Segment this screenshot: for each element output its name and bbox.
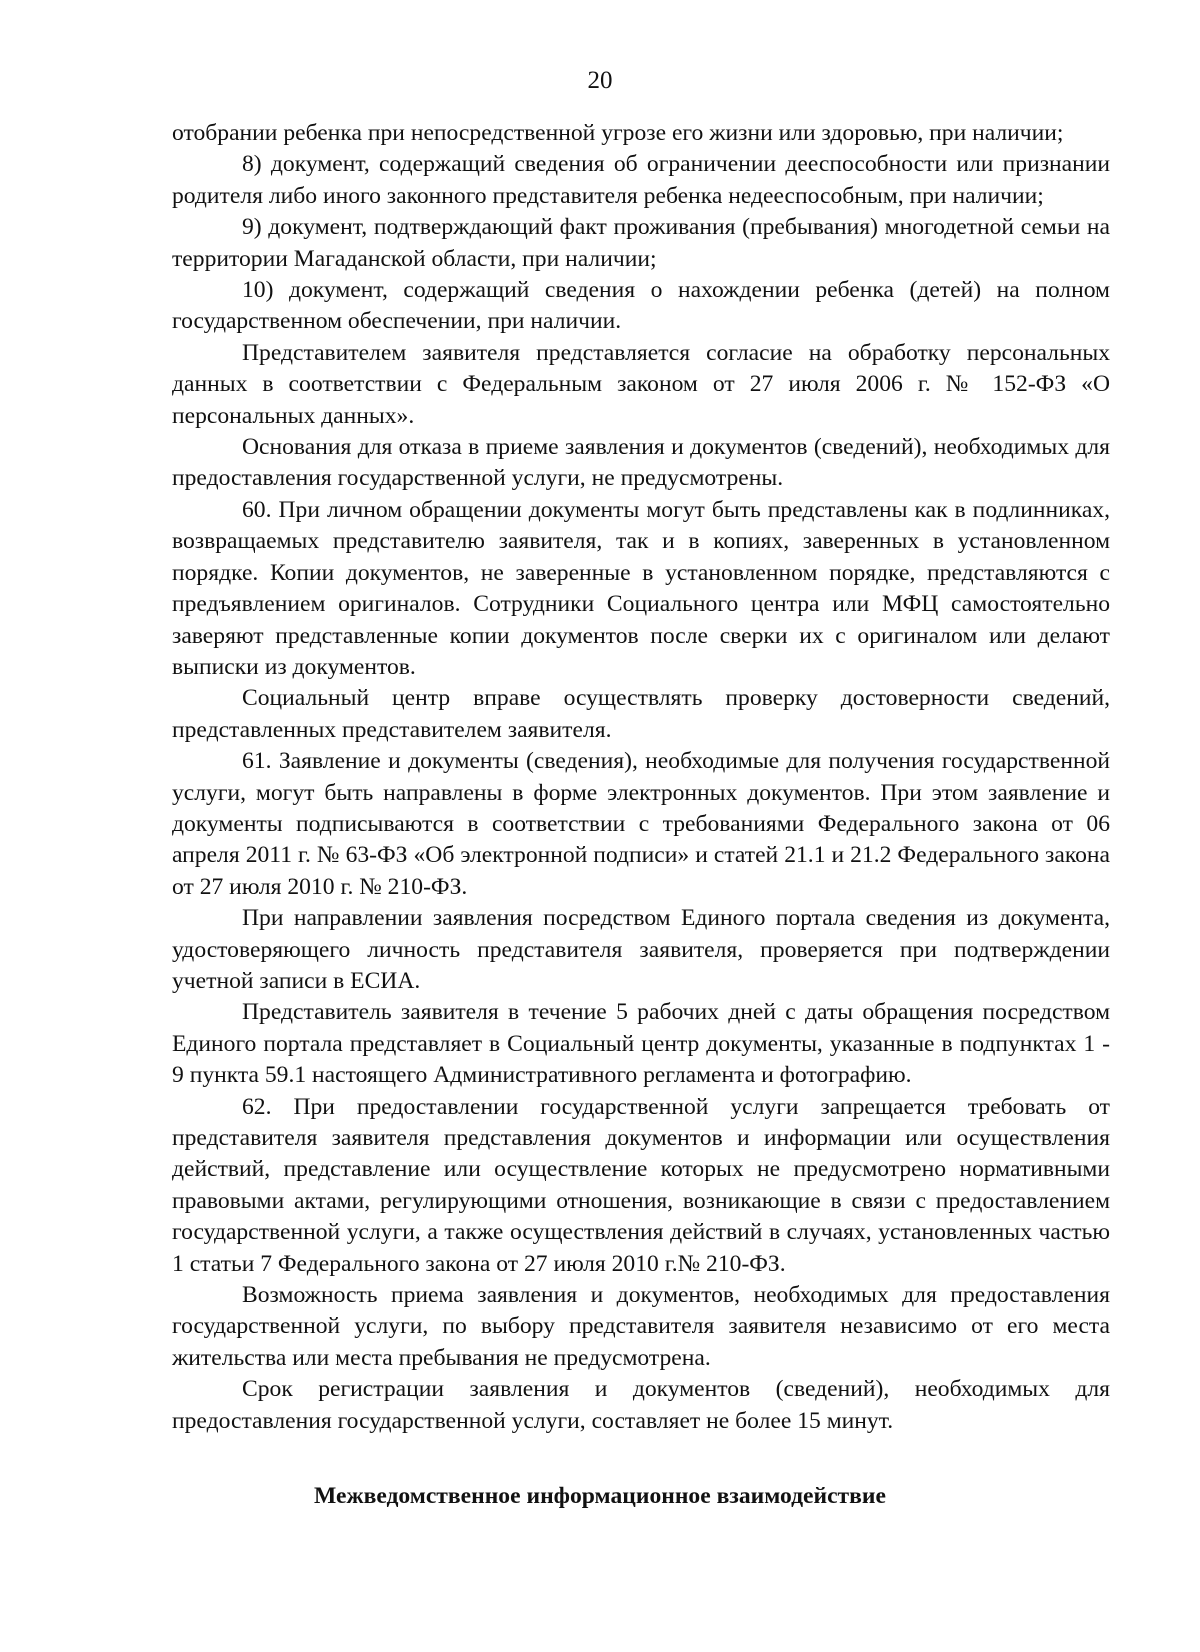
paragraph: 60. При личном обращении документы могут быть представлены как в подлинниках, возвращаемых представителю заявителя, так и в копиях, заверенных в установленном порядке. Копии документов, не заверенные в установленном порядке, представляются с предъявлением оригиналов. Сотрудники Социального центра или МФЦ самостоятельно заверяют представленные копии документов после сверки их с оригиналом или делают выписки из документов. [172,496,1110,680]
paragraph: 61. Заявление и документы (сведения), необходимые для получения государственной услуги, могут быть направлены в форме электронных документов. При этом заявление и документы подписываются в соответствии с требованиями Федерального закона от 06 апреля 2011 г. № 63-ФЗ «Об электронной подписи» и статей 21.1 и 21.2 Федерального закона от 27 июля 2010 г. № 210-ФЗ. [172,748,1110,900]
page-number: 20 [587,67,613,94]
paragraph: Возможность приема заявления и документов, необходимых для предоставления государственной услуги, по выбору представителя заявителя независимо от его места жительства или места пребывания не предусмотрена. [172,1282,1110,1371]
paragraph: 62. При предоставлении государственной услуги запрещается требовать от представителя заявителя представления документов и информации или осуществления действий, представление или осуществление которых не предусмотрено нормативными правовыми актами, регулирующими отношения, возникающие в связи с предоставлением государственной услуги, а также осуществления действий в случаях, установленных частью 1 статьи 7 Федерального закона от 27 июля 2010 г.№ 210-ФЗ. [172,1093,1110,1277]
paragraph: При направлении заявления посредством Единого портала сведения из документа, удостоверяющего личность представителя заявителя, проверяется при подтверждении учетной записи в ЕСИА. [172,905,1110,994]
paragraph: 8) документ, содержащий сведения об ограничении дееспособности или признании родителя либо иного законного представителя ребенка недееспособным, при наличии; [172,151,1110,209]
paragraph: Основания для отказа в приеме заявления и документов (сведений), необходимых для предоставления государственной услуги, не предусмотрены. [172,434,1110,492]
paragraph: Представитель заявителя в течение 5 рабочих дней с даты обращения посредством Единого портала представляет в Социальный центр документы, указанные в подпунктах 1 - 9 пункта 59.1 настоящего Административного регламента и фотографию. [172,999,1110,1089]
body-text [172,118,1110,1437]
paragraph: Социальный центр вправе осуществлять проверку достоверности сведений, представленных представителем заявителя. [172,685,1110,743]
paragraph: 10) документ, содержащий сведения о нахождении ребенка (детей) на полном государственном обеспечении, при наличии. [172,277,1110,335]
paragraph: Представителем заявителя представляется согласие на обработку персональных данных в соответствии с Федеральным законом от 27 июля 2006 г. № 152-ФЗ «О персональных данных». [172,339,1110,429]
paragraph: 9) документ, подтверждающий факт проживания (пребывания) многодетной семьи на территории Магаданской области, при наличии; [172,214,1110,272]
section-heading: Межведомственное информационное взаимодействие [314,1483,886,1509]
paragraph: Срок регистрации заявления и документов (сведений), необходимых для предоставления государственной услуги, составляет не более 15 минут. [172,1376,1110,1434]
paragraph: отобрании ребенка при непосредственной угрозе его жизни или здоровью, при наличии; [172,120,1064,146]
